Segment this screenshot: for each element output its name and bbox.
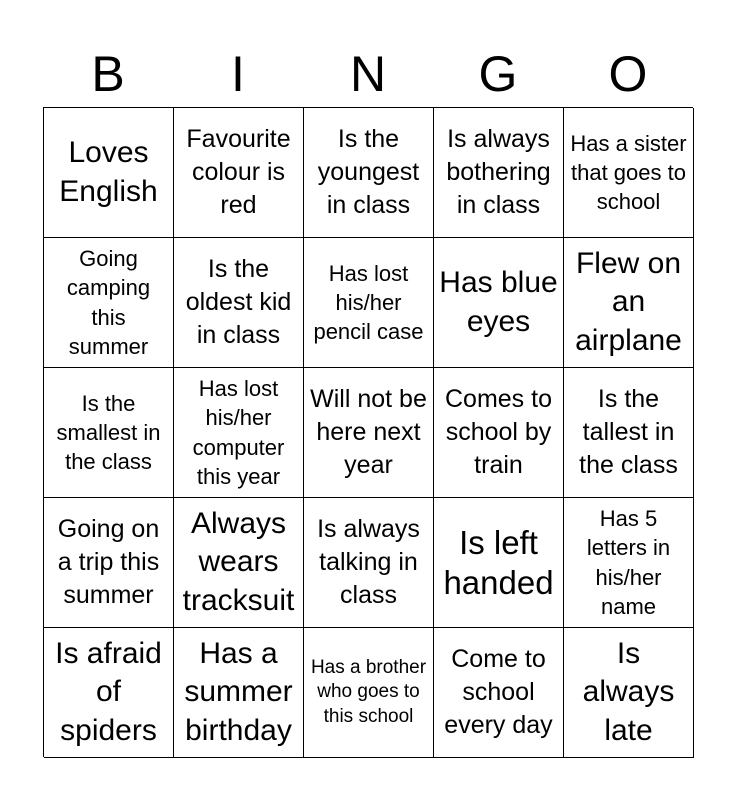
cell-text: Has a summer birthday — [184, 636, 293, 747]
bingo-cell[interactable] — [304, 498, 434, 628]
cell-text: Is always late — [582, 636, 675, 747]
cell-text: Come to school every day — [444, 644, 553, 740]
bingo-cell[interactable] — [304, 108, 434, 238]
cell-text: Comes to school by train — [445, 384, 552, 480]
cell-text: Is left handed — [443, 523, 554, 601]
header-letter-o: O — [608, 46, 648, 102]
bingo-cell[interactable] — [174, 628, 304, 758]
cell-text: Is the youngest in class — [317, 124, 420, 220]
cell-text: Going camping this summer — [66, 246, 151, 359]
bingo-cell[interactable] — [434, 628, 564, 758]
cell-text: Going on a trip this summer — [57, 514, 160, 610]
bingo-cell[interactable] — [564, 368, 694, 498]
cell-text: Has blue eyes — [439, 266, 558, 338]
cell-text: Is always talking in class — [317, 514, 420, 610]
cell-text: Flew on an airplane — [575, 246, 682, 357]
bingo-board — [43, 107, 693, 757]
cell-text: Is afraid of spiders — [55, 636, 162, 747]
bingo-cell[interactable] — [44, 498, 174, 628]
header-letter-i: I — [231, 46, 245, 102]
bingo-cell[interactable] — [434, 498, 564, 628]
header-letter-b: B — [91, 46, 125, 102]
bingo-cell[interactable] — [564, 628, 694, 758]
bingo-cell[interactable] — [174, 368, 304, 498]
cell-text: Has lost his/her computer this year — [192, 376, 285, 489]
cell-text: Is always bothering in class — [446, 124, 551, 220]
cell-text: Has lost his/her pencil case — [313, 260, 424, 345]
bingo-cell[interactable] — [174, 498, 304, 628]
bingo-cell[interactable] — [174, 108, 304, 238]
cell-text: Is the oldest kid in class — [185, 254, 292, 350]
cell-text: Is the smallest in the class — [56, 390, 161, 475]
bingo-cell[interactable] — [44, 628, 174, 758]
bingo-cell[interactable] — [564, 238, 694, 368]
bingo-cell[interactable] — [304, 238, 434, 368]
bingo-cell[interactable] — [44, 108, 174, 238]
bingo-cell[interactable] — [434, 108, 564, 238]
bingo-cell[interactable] — [44, 238, 174, 368]
bingo-cell[interactable] — [564, 498, 694, 628]
cell-text: Is the tallest in the class — [579, 384, 678, 480]
header-letter-n: N — [349, 46, 387, 102]
bingo-cell[interactable] — [304, 628, 434, 758]
header-letter-g: G — [478, 46, 518, 102]
cell-text: Loves English — [59, 136, 158, 208]
cell-text: Favourite colour is red — [186, 124, 291, 220]
cell-text: Will not be here next year — [310, 384, 427, 480]
cell-text: Always wears tracksuit — [182, 506, 295, 617]
cell-text: Has a sister that goes to school — [570, 130, 687, 215]
bingo-cell[interactable] — [434, 368, 564, 498]
bingo-cell[interactable] — [304, 368, 434, 498]
cell-text: Has a brother who goes to this school — [310, 657, 427, 727]
bingo-cell[interactable] — [44, 368, 174, 498]
bingo-cell[interactable] — [564, 108, 694, 238]
cell-text: Has 5 letters in his/her name — [586, 506, 671, 619]
bingo-header — [43, 40, 693, 108]
bingo-cell[interactable] — [174, 238, 304, 368]
bingo-cell[interactable] — [434, 238, 564, 368]
